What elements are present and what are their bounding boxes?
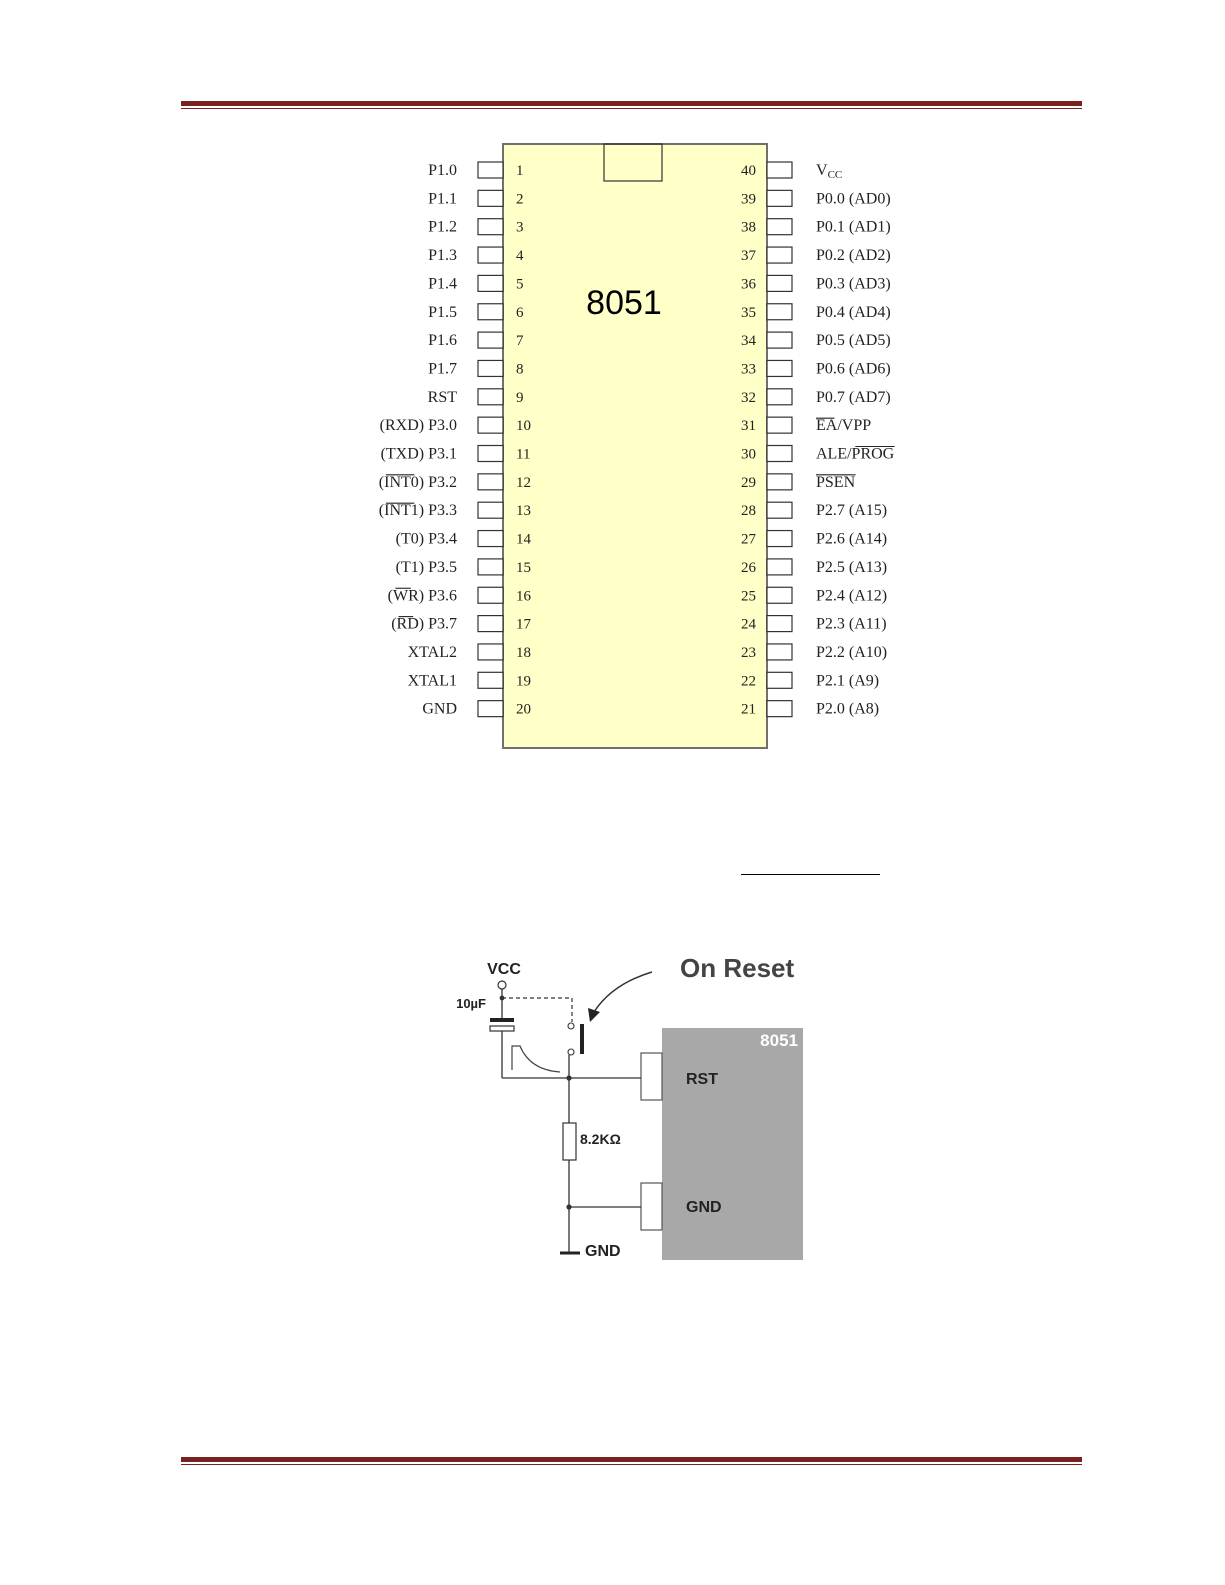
pin-number: 33	[741, 361, 756, 378]
vcc-terminal	[498, 981, 506, 989]
pin-label: P0.5 (AD5)	[816, 332, 891, 350]
ground-label: GND	[585, 1243, 621, 1260]
pin-number: 23	[741, 644, 756, 661]
vcc-label: VCC	[487, 961, 521, 978]
pin-label: P2.4 (A12)	[816, 587, 888, 605]
pin-label: (T0) P3.4	[395, 530, 457, 548]
pin-label: XTAL2	[407, 643, 457, 661]
pin-number: 21	[741, 701, 756, 718]
chip-name: 8051	[586, 284, 662, 322]
pin-number: 32	[741, 389, 756, 406]
pin-number: 5	[516, 276, 524, 293]
pin-number: 34	[741, 333, 756, 350]
pushbutton-icon	[580, 1024, 584, 1054]
pin-number: 14	[516, 531, 531, 548]
arrow-curve	[594, 972, 652, 1012]
pin-label: P2.2 (A10)	[816, 643, 888, 661]
capacitor-plate-top	[490, 1018, 514, 1022]
bottom-rule	[181, 1457, 1082, 1465]
pin-number: 20	[516, 701, 531, 718]
pin-number: 16	[516, 588, 531, 605]
resistor	[563, 1123, 576, 1160]
pin-label: P0.4 (AD4)	[816, 303, 891, 321]
pin-label: P1.1	[428, 190, 457, 208]
pin-label: P2.1 (A9)	[816, 672, 880, 690]
pin-number: 8	[516, 361, 524, 378]
pin-number: 12	[516, 474, 531, 491]
pin-number: 36	[741, 276, 756, 293]
pin-label: XTAL1	[407, 672, 457, 690]
pin-label: P2.5 (A13)	[816, 558, 888, 576]
pin-label: P0.3 (AD3)	[816, 275, 891, 293]
pin-label: (RXD) P3.0	[379, 417, 457, 435]
gnd-pin-label: GND	[686, 1199, 722, 1216]
pin-number: 27	[741, 531, 756, 548]
switch-contact-top	[568, 1023, 574, 1029]
arrow-head-icon	[588, 1008, 600, 1022]
pin-label: P2.6 (A14)	[816, 530, 888, 548]
pin-label: P1.5	[428, 303, 457, 321]
pin-number: 7	[516, 333, 524, 350]
pin-label: EA/VPP	[816, 417, 872, 435]
pin-number: 19	[516, 673, 531, 690]
pin-label: P1.2	[428, 218, 457, 236]
rst-junction	[566, 1075, 571, 1080]
pin-number: 1	[516, 163, 524, 179]
pin-label: (INT0) P3.2	[378, 473, 457, 491]
rst-pin-label: RST	[686, 1071, 718, 1088]
pin-label: P1.4	[428, 275, 457, 293]
rst-pin-tab	[641, 1053, 662, 1100]
pin-label: PSEN	[816, 473, 856, 491]
pin-label: P0.2 (AD2)	[816, 247, 891, 265]
pin-number: 40	[741, 163, 756, 179]
switch-contact-bottom	[568, 1049, 574, 1055]
pin-number: 10	[516, 418, 531, 435]
pin-number: 28	[741, 503, 756, 520]
pin-label: (TXD) P3.1	[380, 445, 457, 463]
pin-label: P2.0 (A8)	[816, 700, 880, 718]
pin-number: 29	[741, 474, 756, 491]
pin-number: 39	[741, 191, 756, 208]
pin-label: RST	[427, 388, 457, 406]
pin-number: 37	[741, 248, 756, 265]
pin-label: P1.0	[428, 162, 457, 179]
pin-label: P1.7	[428, 360, 457, 378]
pin-number: 15	[516, 559, 531, 576]
pin-label: (T1) P3.5	[395, 558, 457, 576]
pin-label: ALE/PROG	[816, 445, 895, 463]
pin-number: 18	[516, 644, 531, 661]
reset-waveform	[512, 1046, 560, 1072]
pin-number: 13	[516, 503, 531, 520]
pin-label: P1.3	[428, 247, 457, 265]
on-reset-title: On Reset	[680, 953, 795, 983]
pin-number: 11	[516, 446, 531, 463]
pin-number: 6	[516, 304, 524, 321]
pin-number: 22	[741, 673, 756, 690]
pin-number: 24	[741, 616, 756, 633]
pin-label: (WR) P3.6	[387, 587, 457, 605]
pin-label: P1.6	[428, 332, 457, 350]
gnd-junction	[566, 1204, 571, 1209]
reset-chip-label: 8051	[760, 1031, 798, 1050]
pin-number: 31	[741, 418, 756, 435]
pin-number: 38	[741, 219, 756, 236]
pin-number: 30	[741, 446, 756, 463]
pin-label: P0.6 (AD6)	[816, 360, 891, 378]
pin-number: 3	[516, 219, 524, 236]
pin-label: P0.7 (AD7)	[816, 388, 891, 406]
pin-label: GND	[422, 700, 457, 718]
pin-label: (RD) P3.7	[391, 615, 457, 633]
resistor-label: 8.2KΩ	[580, 1131, 621, 1147]
pin-label: P2.7 (A15)	[816, 502, 888, 520]
pin-label: (INT1) P3.3	[378, 502, 457, 520]
pin-label: P0.1 (AD1)	[816, 218, 891, 236]
pin-number: 35	[741, 304, 756, 321]
pin-label: P0.0 (AD0)	[816, 190, 891, 208]
reset-chip-box	[662, 1028, 803, 1260]
gnd-pin-tab	[641, 1183, 662, 1230]
pin-number: 25	[741, 588, 756, 605]
pin-label: VCC	[816, 162, 843, 181]
pin-number: 17	[516, 616, 531, 633]
pin-number: 2	[516, 191, 524, 208]
pin-label: P2.3 (A11)	[816, 615, 887, 633]
vcc-junction	[500, 996, 505, 1001]
capacitor-plate-bottom	[490, 1026, 514, 1031]
pin-number: 26	[741, 559, 756, 576]
capacitor-label: 10µF	[456, 996, 486, 1011]
pin-number: 4	[516, 248, 524, 265]
pin-number: 9	[516, 389, 524, 406]
